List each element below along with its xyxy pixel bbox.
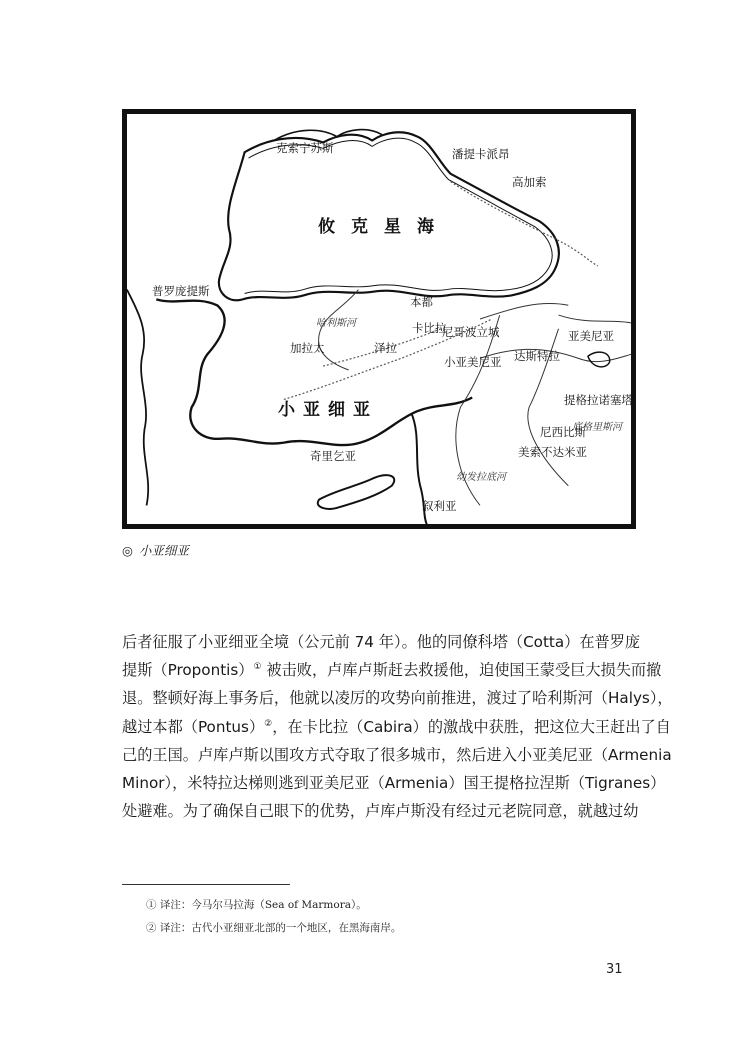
caption-bullet: ◎	[122, 543, 133, 558]
body-line: Minor），米特拉达梯则逃到亚美尼亚（Armenia）国王提格拉涅斯（Tigranes）	[122, 774, 666, 793]
cyprus	[318, 475, 395, 509]
river-halisi: 哈利斯河	[316, 318, 356, 329]
place-xiaoyameiniya: 小亚美尼亚	[444, 355, 502, 369]
body-line: 提斯（Propontis）① 被击败，卢库卢斯赶去救援他，迫使国王蒙受巨大损失而撤	[122, 661, 662, 680]
body-line: 后者征服了小亚细亚全境（公元前 74 年）。他的同僚科塔（Cotta）在普罗庞	[122, 633, 641, 651]
place-meisuobu: 美索不达米亚	[518, 445, 587, 459]
body-line: 己的王国。卢库卢斯以围攻方式夺取了很多城市，然后进入小亚美尼亚（Armenia	[122, 745, 672, 764]
body-paragraph	[122, 628, 673, 825]
river-dige: 底格里斯河	[572, 422, 622, 433]
body-line: 越过本都（Pontus）②，在卡比拉（Cabira）的激战中获胜，把这位大王赶出了自	[122, 717, 671, 736]
figure-caption	[122, 541, 189, 559]
place-tigela: 提格拉诺塞塔	[564, 393, 633, 407]
footnote-2: ② 译注：古代小亚细亚北部的一个地区，在黑海南岸。	[146, 922, 402, 934]
place-puluopang: 普罗庞提斯	[152, 284, 210, 298]
place-jialatai: 加拉太	[290, 341, 325, 355]
place-bendu: 本都	[410, 295, 433, 309]
place-kabila: 卡比拉	[412, 321, 447, 335]
footnote-mark[interactable]: ②	[264, 718, 273, 729]
tributary	[480, 303, 568, 319]
aegean-coast	[127, 290, 148, 506]
page-number: 31	[606, 962, 623, 977]
place-panti: 潘提卡派昂	[452, 147, 510, 161]
place-zela: 泽拉	[374, 341, 397, 355]
place-nigebo: 尼哥波立城	[442, 325, 500, 339]
place-nisibisi: 尼西比斯	[540, 425, 586, 439]
sea-label: 攸克星海	[318, 217, 450, 237]
place-xuliya: 叙利亚	[422, 499, 457, 513]
footnote-mark[interactable]: ①	[253, 662, 262, 673]
place-qilijiya: 奇里乞亚	[310, 449, 356, 463]
map-drawing	[126, 113, 632, 525]
body-line: 退。整顿好海上事务后，他就以凌厉的攻势向前推进，渡过了哈利斯河（Halys），	[122, 689, 673, 708]
footnote-1: ① 译注：今马尔马拉海（Sea of Marmora）。	[146, 899, 367, 911]
map-figure	[122, 109, 636, 529]
region-border-2	[559, 315, 632, 323]
river-fulati: 幼发拉底河	[456, 472, 506, 483]
halys-river	[319, 290, 359, 370]
region-label: 小亚细亚	[278, 400, 378, 420]
place-yameiniya: 亚美尼亚	[568, 329, 614, 343]
lake-van	[588, 352, 610, 367]
place-dasite: 达斯特拉	[514, 349, 560, 363]
place-kesuoning: 克索宁苏斯	[276, 141, 334, 155]
footnote-divider	[122, 884, 290, 885]
body-line: 处避难。为了确保自己眼下的优势，卢库卢斯没有经过元老院同意，就越过幼	[122, 802, 639, 821]
place-gaojiasuo: 高加索	[512, 175, 547, 189]
caucasus-range	[451, 182, 598, 266]
caption-text: 小亚细亚	[138, 543, 189, 558]
